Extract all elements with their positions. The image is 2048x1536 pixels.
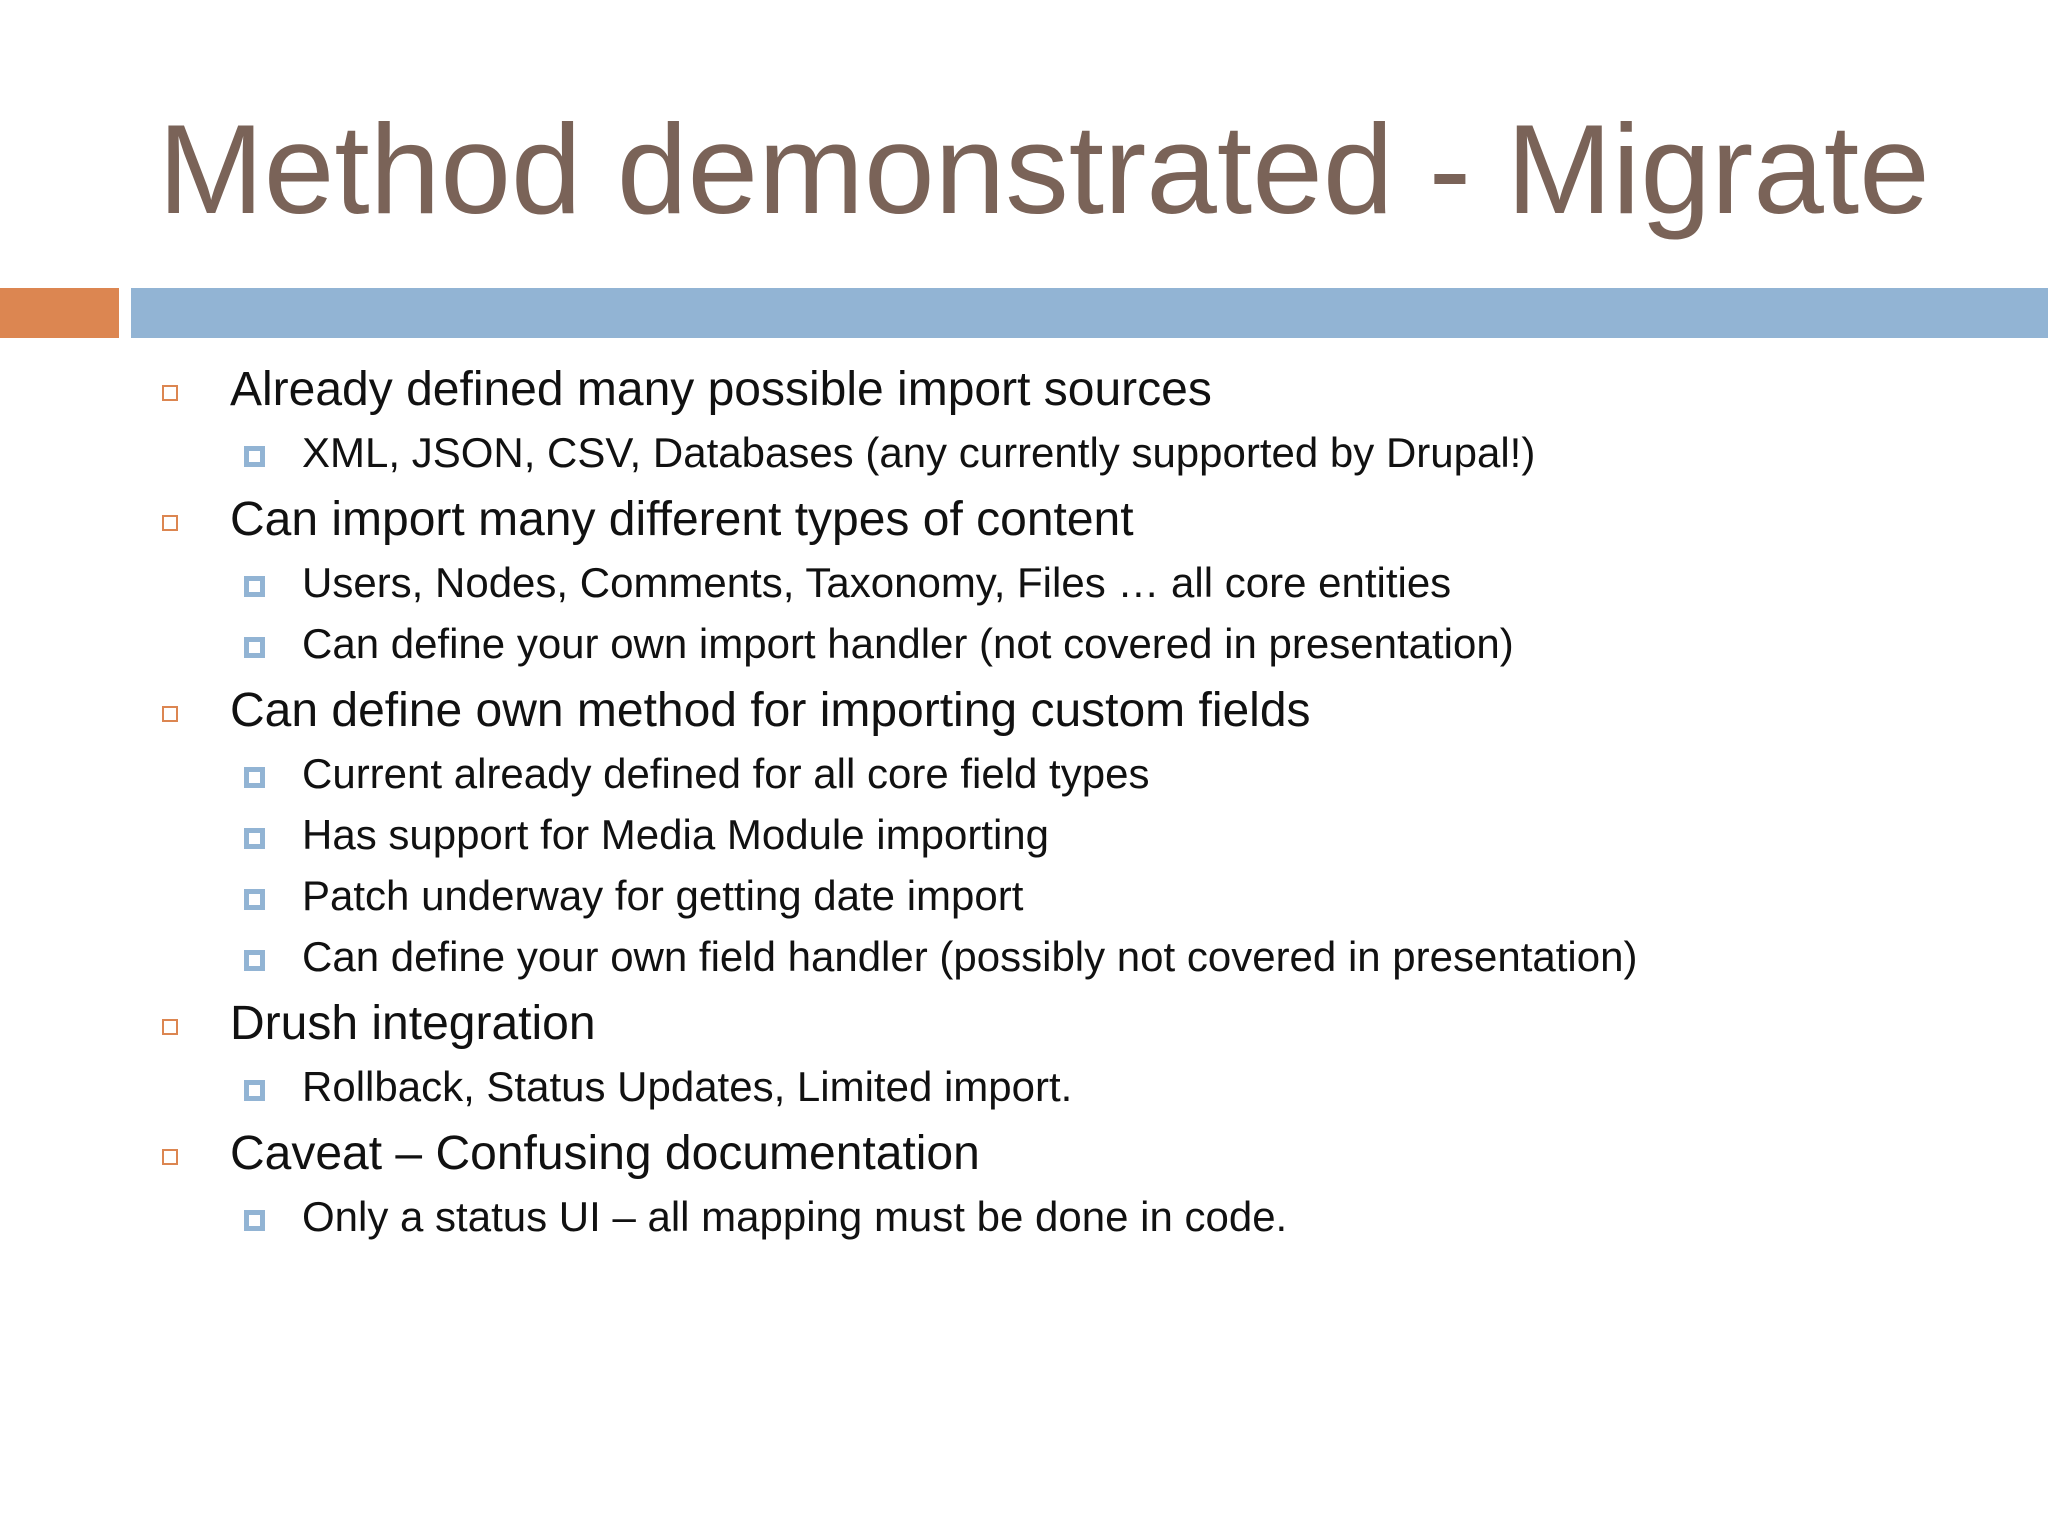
- sub-bullet-item: XML, JSON, CSV, Databases (any currently supported by Drupal!): [302, 429, 1536, 476]
- sub-bullet-item: Can define your own field handler (possibly not covered in presentation): [302, 933, 1638, 980]
- filled-square-bullet-icon: [244, 446, 265, 467]
- bullet-item: Drush integration: [230, 997, 596, 1050]
- sub-bullet-item: Current already defined for all core field types: [302, 750, 1150, 797]
- filled-square-bullet-icon: [244, 576, 265, 597]
- sub-bullet-item: Rollback, Status Updates, Limited import.: [302, 1063, 1073, 1110]
- square-bullet-icon: [162, 515, 178, 531]
- sub-bullet-item: Users, Nodes, Comments, Taxonomy, Files … all core entities: [302, 559, 1452, 606]
- sub-bullet-item: Can define your own import handler (not covered in presentation): [302, 620, 1514, 667]
- filled-square-bullet-icon: [244, 637, 265, 658]
- bullet-item: Caveat – Confusing documentation: [230, 1127, 980, 1180]
- sub-bullet-item: Patch underway for getting date import: [302, 872, 1024, 919]
- slide-title: Method demonstrated - Migrate: [158, 98, 1930, 240]
- square-bullet-icon: [162, 706, 178, 722]
- filled-square-bullet-icon: [244, 1210, 265, 1231]
- square-bullet-icon: [162, 385, 178, 401]
- sub-bullet-item: Only a status UI – all mapping must be done in code.: [302, 1193, 1288, 1240]
- bullet-item: Can define own method for importing custom fields: [230, 684, 1311, 737]
- filled-square-bullet-icon: [244, 767, 265, 788]
- filled-square-bullet-icon: [244, 950, 265, 971]
- filled-square-bullet-icon: [244, 889, 265, 910]
- bullet-item: Can import many different types of content: [230, 493, 1134, 546]
- bullet-item: Already defined many possible import sources: [230, 363, 1212, 416]
- sub-bullet-item: Has support for Media Module importing: [302, 811, 1050, 858]
- filled-square-bullet-icon: [244, 1080, 265, 1101]
- square-bullet-icon: [162, 1019, 178, 1035]
- filled-square-bullet-icon: [244, 828, 265, 849]
- square-bullet-icon: [162, 1149, 178, 1165]
